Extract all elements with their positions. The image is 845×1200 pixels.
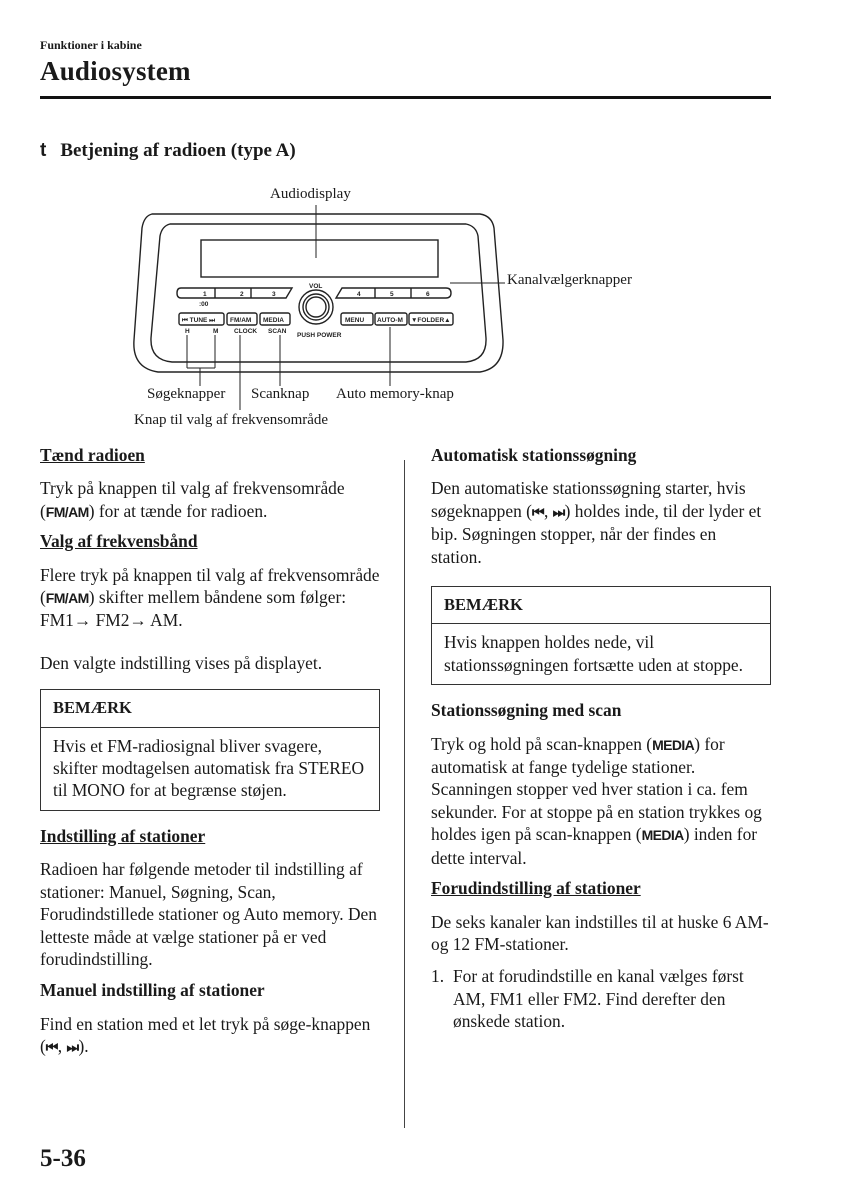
note-box-seek (431, 586, 771, 685)
text: Den automatiske stationssøgning starter, hvis søgeknappen ( (431, 478, 746, 521)
paragraph-scan-seek (431, 733, 771, 869)
label-scan-button: Scanknap (251, 386, 310, 402)
text: ) holdes inde, til der lyder et bip. Søgningen stopper, når der findes en station. (431, 500, 762, 567)
media-button-symbol: MEDIA (641, 827, 684, 844)
paragraph-display-shown: Den valgte indstilling vises på displayet. (40, 652, 323, 673)
media-button-label: MEDIA (263, 317, 284, 324)
paragraph-turn-on (40, 477, 380, 523)
list-item (431, 965, 771, 1032)
preset-5-label: 5 (390, 291, 394, 298)
heading-auto-seek: Automatisk stationssøgning (431, 445, 637, 465)
text: ) for automatisk at fange tydelige stationer. Scanningen stopper ved hver station i ca. fem sekunder. For at stoppe på en station trykkes og holdes igen på scan-knappen ( (431, 733, 762, 845)
bullet-marker: t (40, 140, 47, 161)
subheading-text: Betjening af radioen (type A) (60, 140, 296, 161)
text: ) skifter mellem båndene som følger: FM1→ FM2→ AM. (40, 587, 347, 631)
text: , (543, 500, 553, 521)
section-label: Funktioner i kabine (40, 38, 142, 52)
folder-button-label: ▼FOLDER▲ (411, 317, 451, 324)
heading-manual-tuning: Manuel indstilling af stationer (40, 980, 265, 1001)
list-number: 1. (431, 966, 445, 987)
preset-2-label: 2 (240, 291, 244, 298)
push-power-label: PUSH POWER (297, 332, 342, 339)
text: Tryk og hold på scan-knappen ( (431, 733, 653, 754)
paragraph-band-select (40, 564, 380, 632)
note-heading: BEMÆRK (432, 587, 770, 624)
menu-button-label: MENU (345, 317, 365, 324)
paragraph-preset-stations: De seks kanaler kan indstilles til at huske 6 AM- og 12 FM-stationer. (431, 911, 769, 954)
clock-label: CLOCK (234, 328, 258, 335)
note-body: Hvis et FM-radiosignal bliver svagere, skifter modtagelsen automatisk fra STEREO til MONO for at begrænse støjen. (53, 735, 365, 801)
autom-button-label: AUTO-M (377, 317, 403, 324)
colon00-label: :00 (199, 301, 209, 308)
note-heading: BEMÆRK (41, 690, 379, 727)
text: Find en station med et let tryk på søge-knappen ( (40, 1013, 371, 1057)
heading-turn-on-radio: Tænd radioen (40, 445, 145, 465)
fmam-button-symbol: FM/AM (45, 503, 89, 520)
paragraph-manual-tuning (40, 1013, 380, 1059)
page-title: Audiosystem (40, 56, 191, 86)
label-audiodisplay: Audiodisplay (270, 186, 351, 202)
text: ) inden for dette interval. (431, 824, 758, 868)
column-divider (404, 460, 405, 1128)
heading-scan-seek: Stationssøgning med scan (431, 700, 622, 721)
right-column (431, 444, 771, 1033)
text: , (57, 1036, 67, 1057)
preset-1-label: 1 (203, 291, 207, 298)
preset-6-label: 6 (426, 291, 430, 298)
page-number: 5-36 (40, 1145, 86, 1172)
text: Flere tryk på knappen til valg af frekvensområde ( (40, 564, 380, 608)
note-box-fm (40, 689, 380, 811)
label-channel-buttons: Kanalvælgerknapper (507, 272, 632, 288)
seek-down-icon: ⏮ (531, 503, 544, 520)
note-body: Hvis knappen holdes nede, vil stationssøgningen fortsætte uden at stoppe. (444, 632, 743, 675)
text: ) for at tænde for radioen. (88, 500, 268, 521)
fmam-button-label: FM/AM (230, 317, 252, 324)
heading-station-tuning: Indstilling af stationer (40, 825, 206, 846)
paragraph-tuning-methods: Radioen har følgende metoder til indstilling af stationer: Manuel, Søgning, Scan, Forudindstillede stationer og Auto memory. Den letteste måde at vælge stationer på er ved forudindstilling. (40, 859, 377, 969)
seek-down-icon: ⏮ (45, 1039, 58, 1056)
seek-up-icon: ⏭ (66, 1039, 79, 1056)
left-column (40, 444, 380, 1059)
label-auto-memory: Auto memory-knap (336, 386, 454, 402)
text: ). (78, 1036, 89, 1057)
list-text: For at forudindstille en kanal vælges først AM, FM1 eller FM2. Find derefter den ønskede station. (453, 966, 744, 1032)
label-band-button: Knap til valg af frekvensområde (134, 412, 329, 428)
vol-label: VOL (309, 283, 323, 290)
heading-preset-stations: Forudindstilling af stationer (431, 878, 641, 899)
scan-small-label: SCAN (268, 328, 287, 335)
text: Tryk på knappen til valg af frekvensområde ( (40, 478, 345, 521)
preset-4-label: 4 (357, 291, 361, 298)
preset-3-label: 3 (272, 291, 276, 298)
paragraph-auto-seek (431, 477, 771, 568)
fmam-button-symbol: FM/AM (45, 590, 89, 607)
heading-band-select: Valg af frekvensbånd (40, 531, 198, 552)
seek-up-icon: ⏭ (552, 503, 565, 520)
m-label: M (213, 328, 219, 335)
h-label: H (185, 328, 190, 335)
radio-diagram (0, 0, 845, 440)
label-seek-buttons: Søgeknapper (147, 386, 226, 402)
tune-button-label: ⏮ TUNE ⏭ (182, 317, 216, 324)
media-button-symbol: MEDIA (652, 736, 695, 753)
